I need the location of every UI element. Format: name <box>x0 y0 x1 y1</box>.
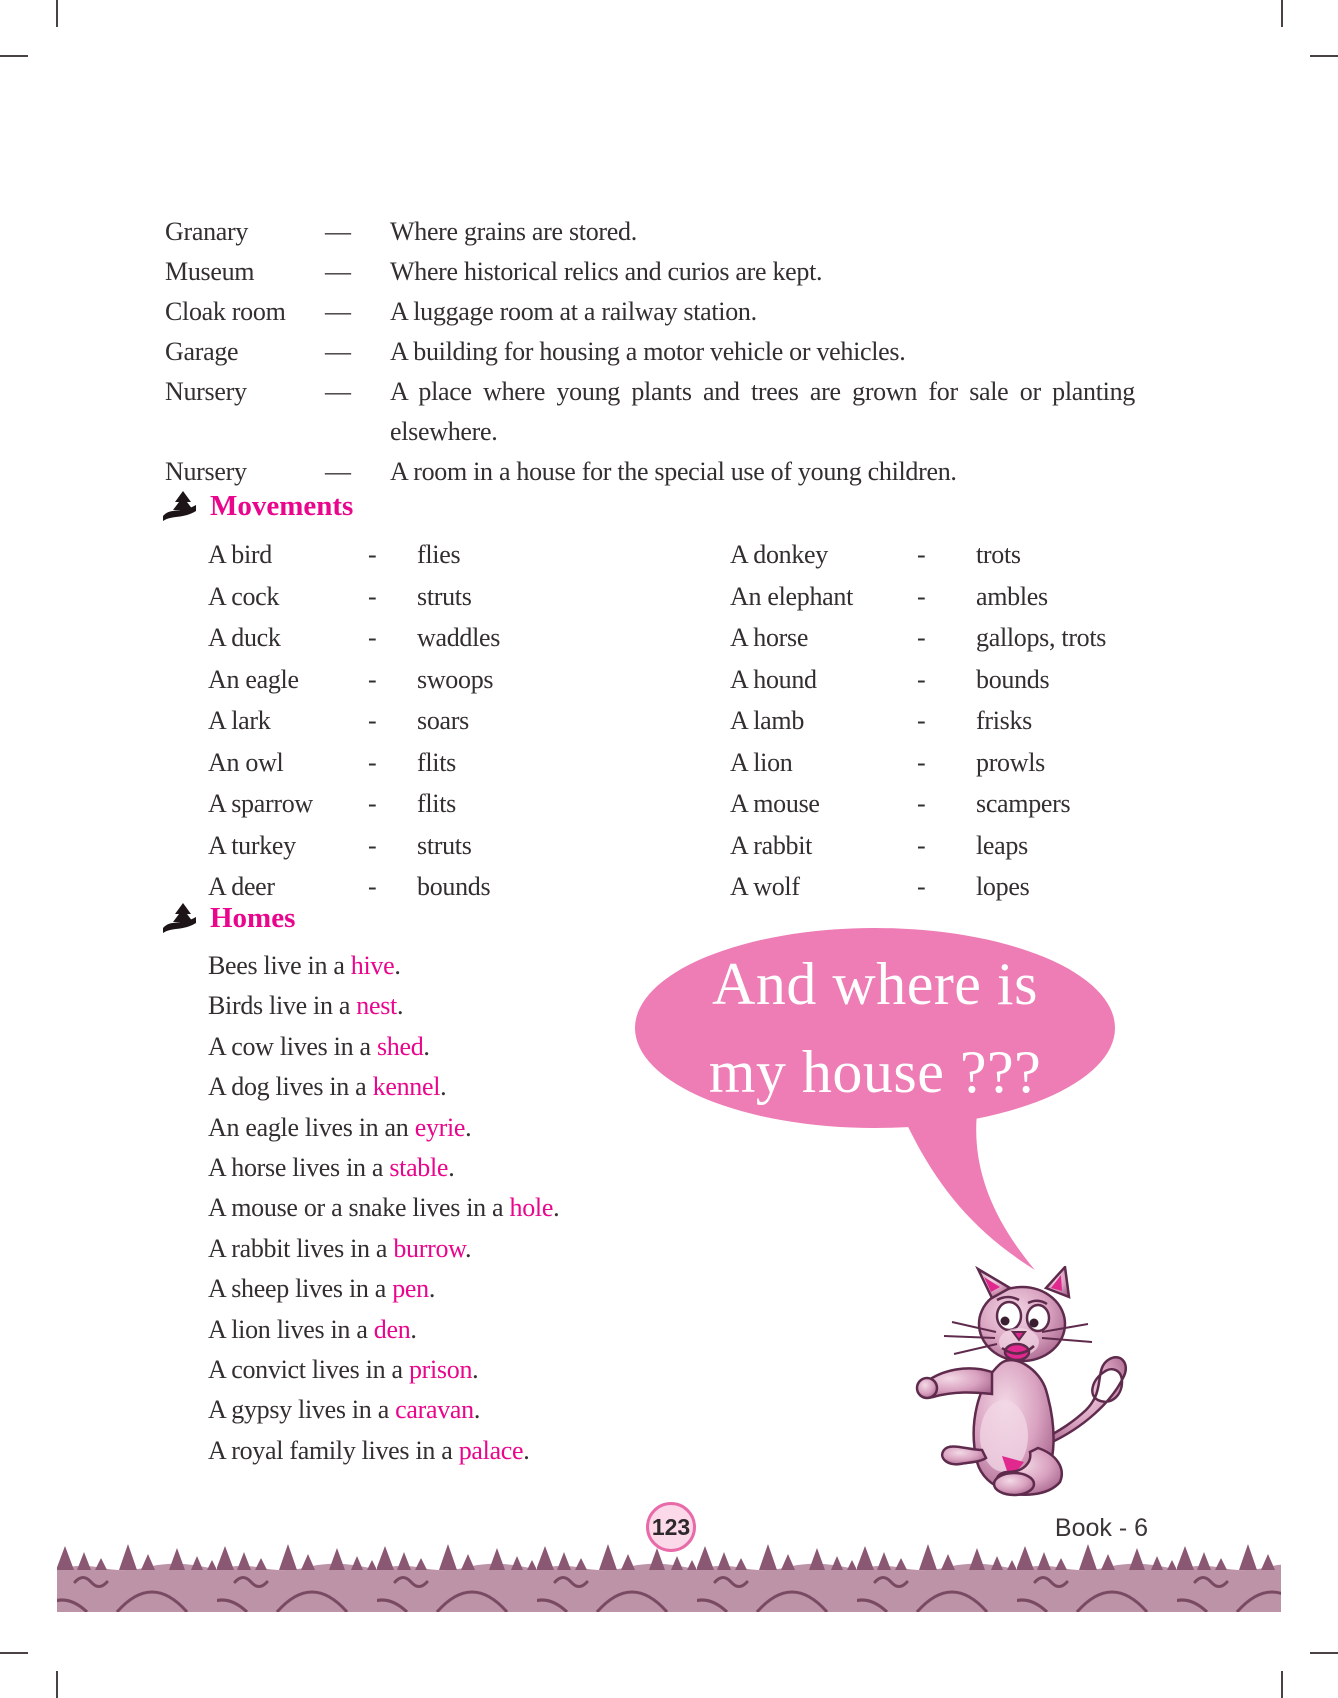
movement-verb: waddles <box>417 623 501 652</box>
movement-animal: A cock <box>208 581 280 611</box>
home-sentence-after: . <box>553 1193 560 1223</box>
page-number-badge <box>646 1502 696 1552</box>
home-sentence <box>208 1310 559 1350</box>
movement-row <box>730 742 1106 784</box>
movement-animal: A horse <box>730 623 809 652</box>
definitions-list <box>165 212 1135 492</box>
definition-row <box>165 332 1135 372</box>
home-sentence-before: A horse lives in a <box>208 1153 390 1183</box>
crop-mark-bottom-right-vertical <box>1281 1671 1283 1698</box>
movement-animal: An owl <box>208 747 284 777</box>
homes-heading-label: Homes <box>210 902 296 934</box>
home-sentence-before: A mouse or a snake lives in a <box>208 1193 510 1223</box>
homes-heading <box>162 902 295 934</box>
movement-row <box>208 659 500 701</box>
movement-animal: A lamb <box>730 706 805 735</box>
definition-dash: — <box>325 297 351 326</box>
movement-row <box>730 866 1106 908</box>
home-sentence-after: . <box>473 1395 481 1425</box>
home-sentence <box>208 1108 559 1148</box>
movement-row <box>730 534 1106 576</box>
crop-mark-top-left-horizontal <box>0 55 28 57</box>
home-sentence-after: . <box>396 991 404 1021</box>
movement-row <box>730 617 1106 659</box>
movement-dash: - <box>917 581 926 611</box>
movement-verb: trots <box>976 540 1021 569</box>
movement-animal: A turkey <box>208 830 296 860</box>
definition-dash: — <box>325 257 351 286</box>
home-sentence <box>208 1148 559 1188</box>
definition-term: Nursery <box>165 457 247 486</box>
crop-mark-bottom-right-horizontal <box>1310 1652 1338 1654</box>
movement-animal: A lark <box>208 706 271 735</box>
definition-row <box>165 212 1135 252</box>
home-word: pen <box>392 1274 429 1304</box>
movement-dash: - <box>368 623 377 652</box>
movement-verb: lopes <box>976 872 1030 901</box>
definition-dash: — <box>325 377 351 406</box>
movement-verb: soars <box>417 706 469 735</box>
movement-row <box>730 783 1106 825</box>
definition-text: A place where young plants and trees are grown for sale or planting elsewhere. <box>390 377 1135 446</box>
definition-text: A luggage room at a railway station. <box>390 297 757 326</box>
definition-term: Nursery <box>165 377 247 406</box>
definition-term: Cloak room <box>165 297 286 326</box>
home-sentence <box>208 1027 559 1067</box>
movement-row <box>208 534 500 576</box>
movement-animal: A duck <box>208 623 281 652</box>
home-sentence-after: . <box>472 1355 479 1385</box>
definition-row <box>165 292 1135 332</box>
movement-verb: prowls <box>976 747 1045 777</box>
home-sentence <box>208 1269 559 1309</box>
movement-animal: An eagle <box>208 664 299 694</box>
definition-term: Granary <box>165 217 249 246</box>
movement-dash: - <box>368 664 377 694</box>
home-sentence-before: A rabbit lives in a <box>208 1233 394 1263</box>
cat-illustration <box>898 1266 1140 1511</box>
homes-list <box>208 946 559 1471</box>
movement-row <box>208 742 500 784</box>
movement-dash: - <box>368 872 377 901</box>
movement-row <box>208 825 500 867</box>
movement-animal: A hound <box>730 664 817 694</box>
section-marker-icon <box>162 490 198 522</box>
movement-dash: - <box>917 623 926 652</box>
definition-row <box>165 372 1135 452</box>
movement-dash: - <box>368 540 377 569</box>
movement-animal: A wolf <box>730 872 800 901</box>
definition-text: Where historical relics and curios are kept. <box>390 257 823 286</box>
crop-mark-bottom-left-vertical <box>56 1671 58 1698</box>
movement-row <box>208 700 500 742</box>
home-word: den <box>373 1314 411 1344</box>
movement-verb: bounds <box>976 664 1050 694</box>
movement-row <box>730 576 1106 618</box>
movement-dash: - <box>917 706 926 735</box>
home-word: prison <box>408 1355 473 1385</box>
speech-bubble-line2: my house ??? <box>708 1039 1042 1105</box>
home-sentence-after: . <box>523 1435 530 1465</box>
movement-dash: - <box>368 706 377 735</box>
home-word: stable <box>389 1153 449 1183</box>
home-sentence-after: . <box>448 1153 455 1183</box>
movement-dash: - <box>368 789 377 818</box>
crop-mark-top-right-vertical <box>1281 0 1283 27</box>
home-sentence-before: Birds live in a <box>208 991 357 1021</box>
home-sentence-after: . <box>428 1274 436 1304</box>
home-sentence-before: A gypsy lives in a <box>208 1395 396 1425</box>
home-sentence-before: A cow lives in a <box>208 1031 377 1061</box>
home-sentence <box>208 1229 559 1269</box>
home-word: caravan <box>395 1395 474 1425</box>
home-sentence-after: . <box>464 1233 472 1263</box>
definition-term: Garage <box>165 337 239 366</box>
movement-animal: A donkey <box>730 540 828 569</box>
movement-dash: - <box>917 789 926 818</box>
home-sentence <box>208 986 559 1026</box>
home-sentence-after: . <box>394 951 401 980</box>
movement-row <box>730 659 1106 701</box>
movement-dash: - <box>917 540 926 569</box>
movement-animal: A bird <box>208 540 272 569</box>
home-word: burrow <box>393 1233 465 1263</box>
home-word: shed <box>376 1031 424 1061</box>
home-sentence-after: . <box>423 1031 430 1061</box>
page-number: 123 <box>651 1513 691 1540</box>
movement-verb: struts <box>417 581 472 611</box>
definition-dash: — <box>325 337 351 366</box>
movements-heading-label: Movements <box>210 490 354 522</box>
home-word: palace <box>458 1435 524 1465</box>
movement-animal: A mouse <box>730 789 820 818</box>
speech-bubble-text <box>637 932 1113 1124</box>
home-sentence-before: A sheep lives in a <box>208 1274 393 1304</box>
home-sentence-before: An eagle lives in an <box>208 1112 415 1142</box>
movements-right-column <box>730 534 1106 908</box>
movement-verb: bounds <box>417 872 491 901</box>
definition-text: A room in a house for the special use of young children. <box>390 457 957 486</box>
movement-verb: leaps <box>976 830 1028 860</box>
home-sentence <box>208 946 559 986</box>
home-sentence-before: A royal family lives in a <box>208 1435 459 1465</box>
movements-left-column <box>208 534 500 908</box>
movement-row <box>730 700 1106 742</box>
definition-dash: — <box>325 217 351 246</box>
home-sentence-before: Bees live in a <box>208 951 351 980</box>
home-sentence-after: . <box>410 1314 417 1344</box>
movement-verb: ambles <box>976 581 1048 611</box>
movements-heading <box>162 490 353 522</box>
movement-verb: frisks <box>976 706 1032 735</box>
book-label: Book - 6 <box>1054 1514 1148 1542</box>
movement-dash: - <box>368 747 377 777</box>
movement-verb: gallops, trots <box>976 623 1107 652</box>
definition-text: A building for housing a motor vehicle or vehicles. <box>390 337 906 366</box>
speech-bubble-line1: And where is <box>712 951 1038 1017</box>
movement-dash: - <box>368 581 377 611</box>
movement-verb: swoops <box>417 664 494 694</box>
movement-animal: A lion <box>730 747 793 777</box>
movement-row <box>208 783 500 825</box>
movement-verb: struts <box>417 830 472 860</box>
home-word: nest <box>356 991 397 1021</box>
movement-verb: flies <box>417 540 461 569</box>
movement-animal: An elephant <box>730 581 854 611</box>
home-sentence-before: A convict lives in a <box>208 1355 409 1385</box>
movement-dash: - <box>917 664 926 694</box>
movement-animal: A rabbit <box>730 830 813 860</box>
definition-term: Museum <box>165 257 255 286</box>
movement-row <box>730 825 1106 867</box>
home-sentence <box>208 1390 559 1430</box>
movement-verb: scampers <box>976 789 1071 818</box>
section-marker-icon <box>162 902 198 934</box>
home-sentence-before: A lion lives in a <box>208 1314 374 1344</box>
movement-dash: - <box>917 747 926 777</box>
home-sentence <box>208 1067 559 1107</box>
home-sentence-after: . <box>465 1112 472 1142</box>
movement-row <box>208 617 500 659</box>
movement-animal: A sparrow <box>208 789 313 818</box>
home-word: hole <box>509 1193 554 1223</box>
movement-dash: - <box>368 830 377 860</box>
movement-dash: - <box>917 830 926 860</box>
home-sentence <box>208 1350 559 1390</box>
home-sentence <box>208 1188 559 1228</box>
movement-animal: A deer <box>208 872 275 901</box>
movement-verb: flits <box>417 789 456 818</box>
crop-mark-bottom-left-horizontal <box>0 1652 28 1654</box>
home-word: hive <box>350 951 395 980</box>
crop-mark-top-left-vertical <box>56 0 58 27</box>
definition-text: Where grains are stored. <box>390 217 637 246</box>
home-word: kennel <box>372 1072 441 1102</box>
crop-mark-top-right-horizontal <box>1310 55 1338 57</box>
movement-dash: - <box>917 872 926 901</box>
definition-dash: — <box>325 457 351 486</box>
home-word: eyrie <box>414 1112 466 1142</box>
movement-row <box>208 576 500 618</box>
movement-verb: flits <box>417 747 456 777</box>
definition-row <box>165 452 1135 492</box>
home-sentence-after: . <box>440 1072 447 1102</box>
home-sentence <box>208 1431 559 1471</box>
definition-row <box>165 252 1135 292</box>
home-sentence-before: A dog lives in a <box>208 1072 373 1102</box>
